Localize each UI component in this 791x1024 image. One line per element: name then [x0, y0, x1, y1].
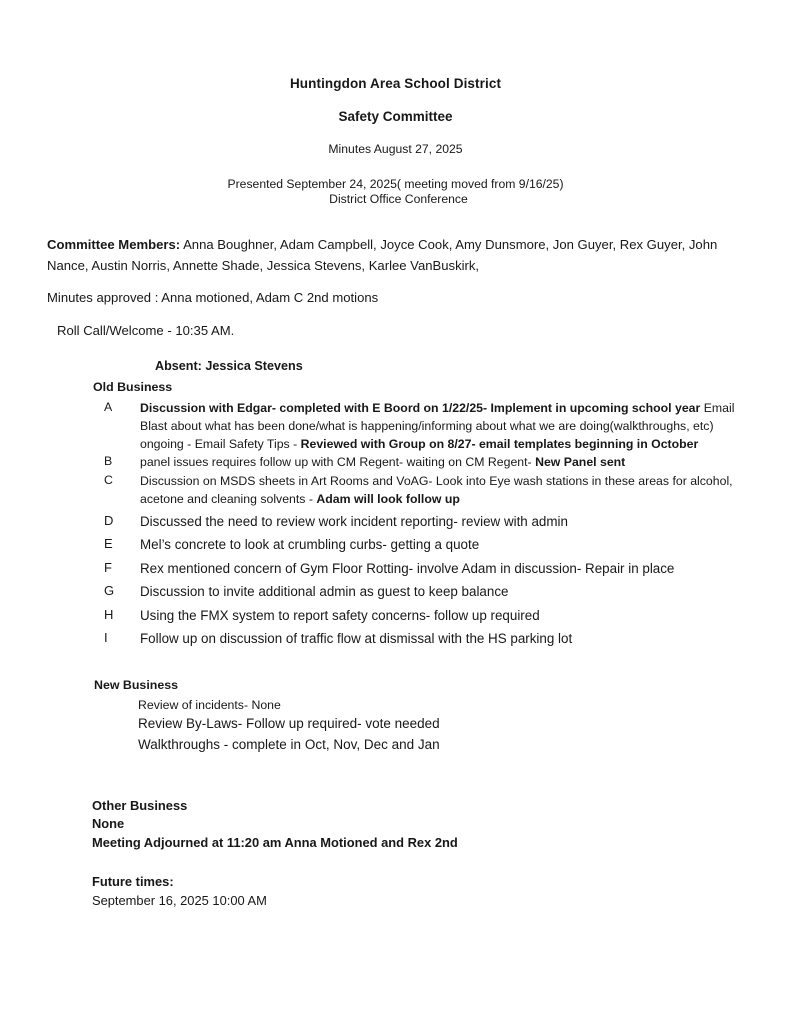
old-business-item-text — [140, 582, 791, 601]
new-business-item: Review By-Laws- Follow up required- vote needed — [138, 715, 440, 731]
old-business-list — [0, 399, 791, 649]
old-business-item-letter: I — [104, 630, 108, 646]
future-times-date: September 16, 2025 10:00 AM — [92, 892, 267, 908]
old-business-item-text — [140, 399, 791, 454]
old-business-item-letter: D — [104, 512, 114, 528]
old-business-item-letter: B — [104, 454, 113, 469]
item-text-bold-run: New Panel sent — [535, 455, 626, 470]
old-business-item — [0, 453, 791, 471]
committee-members — [0, 234, 791, 276]
committee-title: Safety Committee — [338, 109, 453, 125]
item-text-run: Discussion on MSDS sheets in Art Rooms and VoAG- Look into Eye wash stations in these areas for alcohol, acetone and cleaning solvents - — [140, 473, 733, 506]
item-text-run: Rex mentioned concern of Gym Floor Rotting- involve Adam in discussion- Repair in place — [140, 560, 675, 576]
old-business-heading: Old Business — [93, 379, 173, 394]
old-business-item — [0, 512, 791, 531]
committee-members-label: Committee Members: — [47, 236, 181, 252]
old-business-item-text — [140, 559, 791, 578]
old-business-item — [0, 472, 791, 508]
minutes-date: Minutes August 27, 2025 — [328, 142, 463, 157]
new-business-list — [0, 696, 791, 755]
new-business-item: Walkthroughs - complete in Oct, Nov, Dec and Jan — [138, 736, 440, 752]
absent-line: Absent: Jessica Stevens — [155, 359, 303, 374]
old-business-item-text — [140, 512, 791, 531]
item-text-run: panel issues requires follow up with CM Regent- waiting on CM Regent- — [140, 455, 536, 470]
old-business-item-letter: G — [104, 583, 115, 599]
item-text-bold-run: Discussion with Edgar- completed with E Boord on 1/22/25- Implement in upcoming school year — [140, 400, 704, 415]
other-business-heading: Other Business — [92, 798, 188, 814]
new-business-heading: New Business — [94, 677, 179, 692]
meeting-location: District Office Conference — [329, 192, 468, 207]
old-business-item — [0, 535, 791, 554]
item-text-run: Email Blast about what has been done/what is happening/informing about what we are doing(walkthroughs, etc) ongoing - Email Safety Tips - — [140, 400, 735, 452]
item-text-run: Discussion to invite additional admin as guest to keep balance — [140, 584, 509, 600]
item-text-run: Mel’s concrete to look at crumbling curbs- getting a quote — [140, 537, 480, 553]
other-business-none: None — [92, 816, 125, 832]
item-text-run: Follow up on discussion of traffic flow at dismissal with the HS parking lot — [140, 631, 573, 647]
old-business-item-letter: H — [104, 606, 114, 622]
old-business-item — [0, 629, 791, 648]
old-business-item-text — [140, 472, 791, 508]
item-text-bold-run: Reviewed with Group on 8/27- email templates beginning in October — [300, 437, 699, 452]
meeting-adjourned: Meeting Adjourned at 11:20 am Anna Motioned and Rex 2nd — [92, 834, 458, 850]
old-business-item-text — [140, 535, 791, 554]
old-business-item-text — [140, 453, 791, 471]
item-text-run: Discussed the need to review work incident reporting- review with admin — [140, 513, 568, 529]
roll-call: Roll Call/Welcome - 10:35 AM. — [57, 322, 235, 338]
old-business-item — [0, 582, 791, 601]
other-business-section — [0, 797, 791, 852]
old-business-item-letter: C — [104, 472, 113, 487]
old-business-item — [0, 399, 791, 454]
future-times-heading: Future times: — [92, 873, 174, 889]
new-business-item: Review of incidents- None — [138, 697, 281, 712]
old-business-item-letter: A — [104, 399, 113, 414]
old-business-item-text — [140, 629, 791, 648]
presented-date: Presented September 24, 2025( meeting moved from 9/16/25) — [227, 177, 564, 192]
old-business-item — [0, 559, 791, 578]
item-text-bold-run: Adam will look follow up — [316, 491, 460, 506]
committee-members-names: Anna Boughner, Adam Campbell, Joyce Cook, Amy Dunsmore, Jon Guyer, Rex Guyer, John Nance, Austin Norris, Annette Shade, Jessica Stevens, Karlee VanBuskirk, — [47, 236, 718, 273]
future-times-section — [0, 873, 791, 910]
document-header — [0, 0, 791, 208]
item-text-run: Using the FMX system to report safety concerns- follow up required — [140, 607, 540, 623]
old-business-item-letter: F — [104, 559, 112, 575]
minutes-approved: Minutes approved : Anna motioned, Adam C 2nd motions — [47, 289, 379, 305]
old-business-item-letter: E — [104, 536, 113, 552]
old-business-item-text — [140, 606, 791, 625]
old-business-item — [0, 606, 791, 625]
district-title: Huntingdon Area School District — [289, 76, 502, 91]
